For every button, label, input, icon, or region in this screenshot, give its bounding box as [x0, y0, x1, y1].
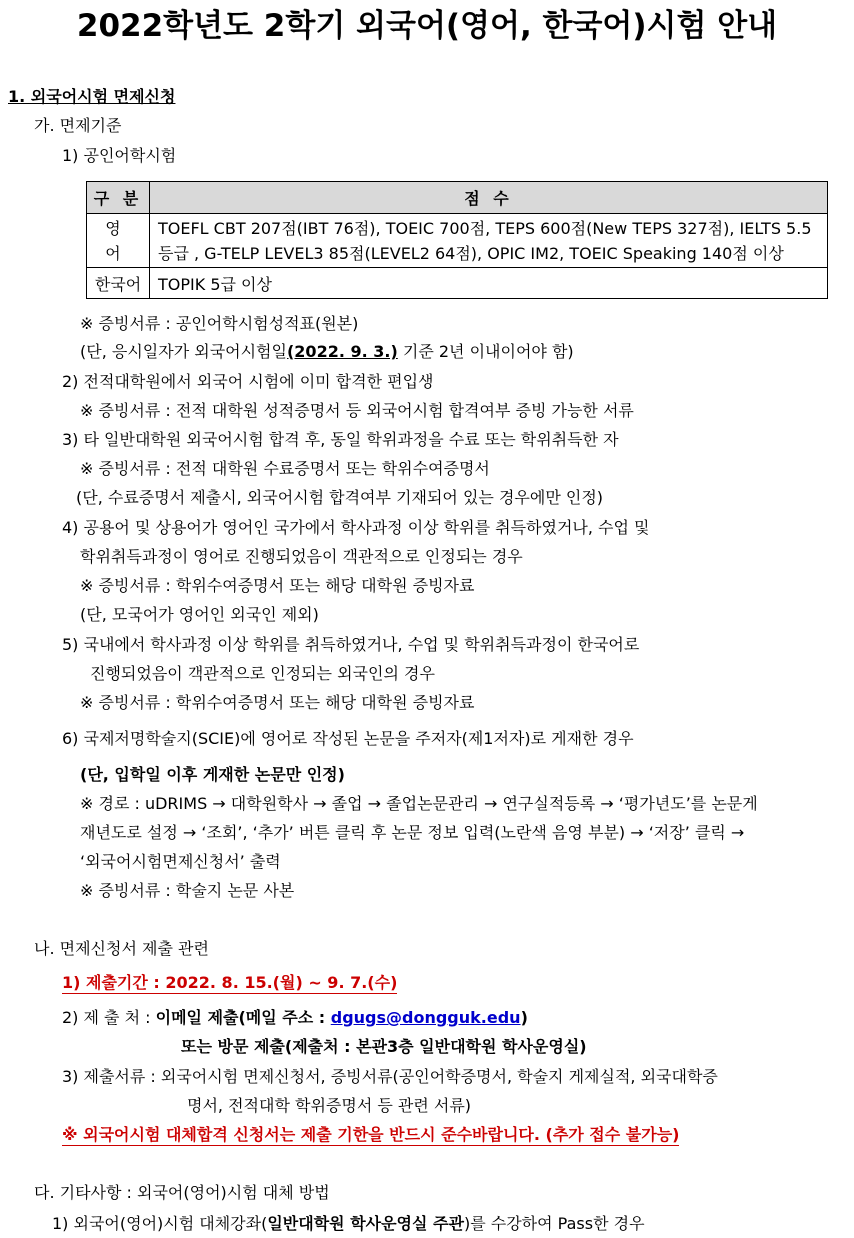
table-cell-score: TOEFL CBT 207점(IBT 76점), TOEIC 700점, TEPS 600점(New TEPS 327점), IELTS 5.5 등급 , G-TELP LEVEL3 85점(LEVEL2 64점), OPIC IM2, TOEIC Speaking 140점 이상 [150, 214, 828, 268]
section-na-heading: 나. 면제신청서 제출 관련 [34, 939, 209, 958]
page-title: 2022학년도 2학기 외국어(영어, 한국어)시험 안내 [76, 8, 778, 44]
submission-docs-line1: 3) 제출서류 : 외국어시험 면제신청서, 증빙서류(공인어학증명서, 학술지 게제실적, 외국대학증 [62, 1067, 718, 1086]
item4-line2: 학위취득과정이 영어로 진행되었음이 객관적으로 인정되는 경우 [80, 547, 523, 566]
item5-line2: 진행되었음이 객관적으로 인정되는 외국인의 경우 [90, 664, 435, 683]
item1-note-condition [80, 341, 574, 363]
section-da-item1-b: )를 수강하여 Pass한 경우 [463, 1214, 645, 1233]
item1-note-condition-a: (단, 응시일자가 외국어시험일 [80, 342, 287, 361]
email-submission-text: 이메일 제출(메일 주소 : [155, 1008, 331, 1027]
item6-note: ※ 증빙서류 : 학술지 논문 사본 [80, 881, 295, 900]
section-da-item1-a: 1) 외국어(영어)시험 대체강좌( [52, 1214, 268, 1233]
score-table [86, 181, 828, 299]
item6-text: 6) 국제저명학술지(SCIE)에 영어로 작성된 논문을 주저자(제1저자)로 게재한 경우 [62, 729, 634, 748]
section-da-item1-bold: 일반대학원 학사운영실 주관 [267, 1214, 464, 1233]
section-da-heading: 다. 기타사항 : 외국어(영어)시험 대체 방법 [34, 1183, 330, 1202]
exam-date: (2022. 9. 3.) [286, 342, 398, 361]
visit-submission: 또는 방문 제출(제출처 : 본관3층 일반대학원 학사운영실) [181, 1037, 587, 1056]
deadline-warning: ※ 외국어시험 대체합격 신청서는 제출 기한을 반드시 준수바랍니다. (추가 접수 불가능) [62, 1125, 680, 1144]
item6-condition: (단, 입학일 이후 게재한 논문만 인정) [80, 765, 345, 784]
item4-line1: 4) 공용어 및 상용어가 영어인 국가에서 학사과정 이상 학위를 취득하였거나, 수업 및 [62, 518, 650, 537]
section-da-item1 [52, 1213, 645, 1235]
table-header-score: 점 수 [150, 182, 828, 214]
table-header-row [87, 182, 828, 214]
submission-period: 1) 제출기간 : 2022. 8. 15.(월) ~ 9. 7.(수) [62, 973, 398, 992]
table-cell-category: 영 어 [87, 214, 150, 268]
destination-label: 2) 제 출 처 : [62, 1008, 156, 1027]
item6-path-line2: 재년도로 설정 → ‘조회’, ‘추가’ 버튼 클릭 후 논문 정보 입력(노란색 음영 부분) → ‘저장’ 클릭 → [80, 823, 745, 842]
item2-note: ※ 증빙서류 : 전적 대학원 성적증명서 등 외국어시험 합격여부 증빙 가능한 서류 [80, 401, 634, 420]
item6-path-line3: ‘외국어시험면제신청서’ 출력 [80, 852, 281, 871]
item1-note-proof: ※ 증빙서류 : 공인어학시험성적표(원본) [80, 314, 359, 333]
item1-title: 1) 공인어학시험 [62, 146, 177, 165]
item5-line1: 5) 국내에서 학사과정 이상 학위를 취득하였거나, 수업 및 학위취득과정이 한국어로 [62, 635, 640, 654]
item2-text: 2) 전적대학원에서 외국어 시험에 이미 합격한 편입생 [62, 372, 434, 391]
item6-path-line1: ※ 경로 : uDRIMS → 대학원학사 → 졸업 → 졸업논문관리 → 연구실적등록 → ‘평가년도’를 논문게 [80, 794, 758, 813]
table-cell-category: 한국어 [87, 268, 150, 299]
item5-note: ※ 증빙서류 : 학위수여증명서 또는 해당 대학원 증빙자료 [80, 693, 475, 712]
email-link[interactable]: dgugs@dongguk.edu [330, 1008, 521, 1027]
submission-docs-line2: 명서, 전적대학 학위증명서 등 관련 서류) [187, 1096, 472, 1115]
item3-text: 3) 타 일반대학원 외국어시험 합격 후, 동일 학위과정을 수료 또는 학위취득한 자 [62, 430, 619, 449]
submission-destination [62, 1007, 528, 1029]
table-cell-score: TOPIK 5급 이상 [150, 268, 828, 299]
item3-note-proof: ※ 증빙서류 : 전적 대학원 수료증명서 또는 학위수여증명서 [80, 459, 490, 478]
subsection-ga-heading: 가. 면제기준 [34, 116, 122, 135]
table-row [87, 214, 828, 268]
table-header-category: 구 분 [87, 182, 150, 214]
section1-heading: 1. 외국어시험 면제신청 [8, 87, 176, 106]
table-row [87, 268, 828, 299]
item4-note-condition: (단, 모국어가 영어인 외국인 제외) [80, 605, 319, 624]
item3-note-condition: (단, 수료증명서 제출시, 외국어시험 합격여부 기재되어 있는 경우에만 인정) [76, 488, 604, 507]
item1-note-condition-b: 기준 2년 이내이어야 함) [397, 342, 574, 361]
email-submission-close: ) [520, 1008, 528, 1027]
item4-note-proof: ※ 증빙서류 : 학위수여증명서 또는 해당 대학원 증빙자료 [80, 576, 475, 595]
